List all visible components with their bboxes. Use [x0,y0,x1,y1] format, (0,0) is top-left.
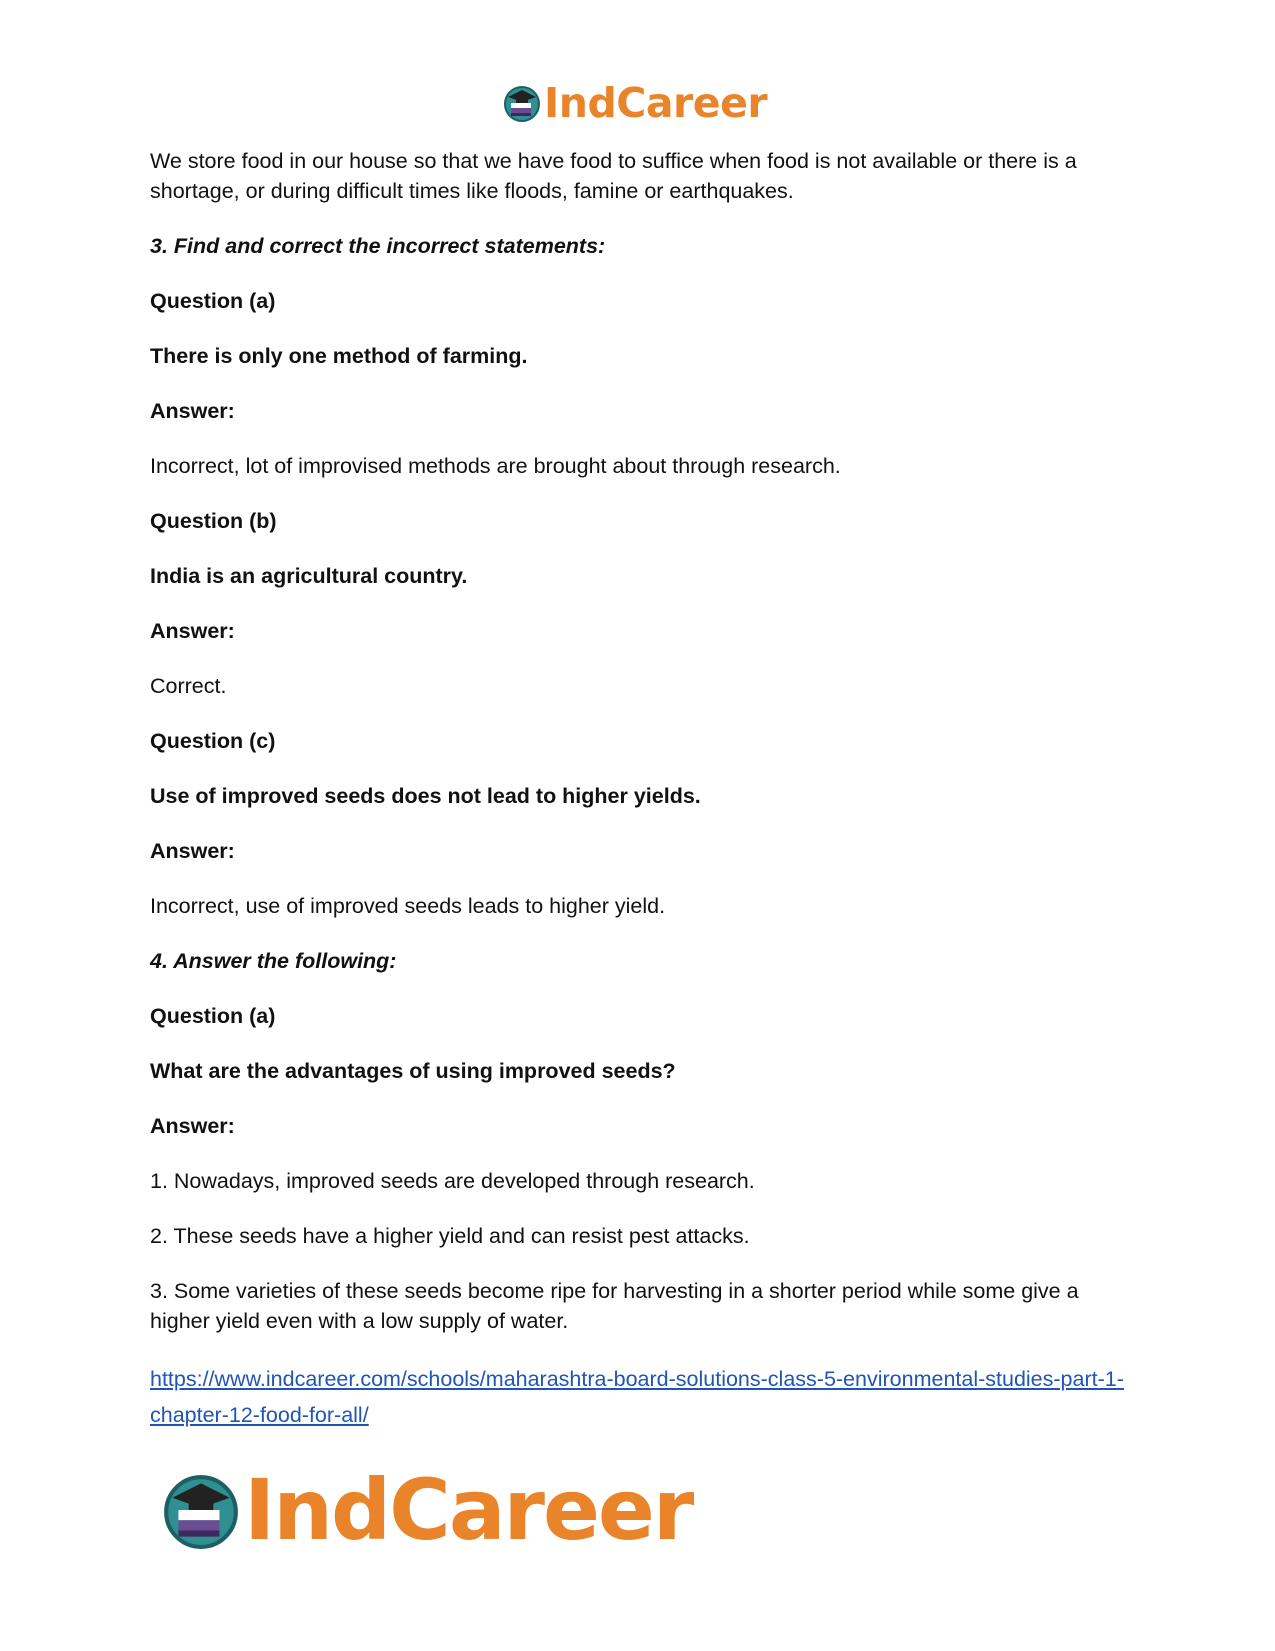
answer-text: Incorrect, lot of improvised methods are brought about through research. [150,454,841,478]
document-body [150,146,1125,1458]
answer-label: Answer: [150,839,235,863]
question-label: Question (c) [150,729,276,753]
graduation-globe-icon [502,83,542,123]
question-label: Question (a) [150,289,276,313]
source-link[interactable]: https://www.indcareer.com/schools/maharashtra-board-solutions-class-5-environmental-studies-part-1-chapter-12-food-for-all/ [150,1367,1124,1427]
section-heading: 4. Answer the following: [150,949,397,973]
answer-point: 3. Some varieties of these seeds become ripe for harvesting in a shorter period while some give a higher yield even with a low supply of water. [150,1279,1079,1333]
answer-label: Answer: [150,619,235,643]
question-label: Question (a) [150,1004,276,1028]
question-text: There is only one method of farming. [150,344,528,368]
answer-text: Correct. [150,674,227,698]
logo-text: IndCareer [244,1461,693,1559]
graduation-globe-icon [160,1469,242,1551]
question-label: Question (b) [150,509,277,533]
section-heading: 3. Find and correct the incorrect statements: [150,234,606,258]
answer-point: 2. These seeds have a higher yield and can resist pest attacks. [150,1224,750,1248]
answer-label: Answer: [150,399,235,423]
question-text: What are the advantages of using improved seeds? [150,1059,676,1083]
logo-text: IndCareer [544,78,768,127]
answer-label: Answer: [150,1114,235,1138]
answer-text: Incorrect, use of improved seeds leads to higher yield. [150,894,666,918]
question-text: India is an agricultural country. [150,564,468,588]
header-logo [502,80,767,126]
answer-point: 1. Nowadays, improved seeds are developed through research. [150,1169,755,1193]
question-text: Use of improved seeds does not lead to higher yields. [150,784,701,808]
intro-paragraph: We store food in our house so that we have food to suffice when food is not available or there is a shortage, or during difficult times like floods, famine or earthquakes. [150,149,1077,203]
footer-logo [160,1461,693,1559]
